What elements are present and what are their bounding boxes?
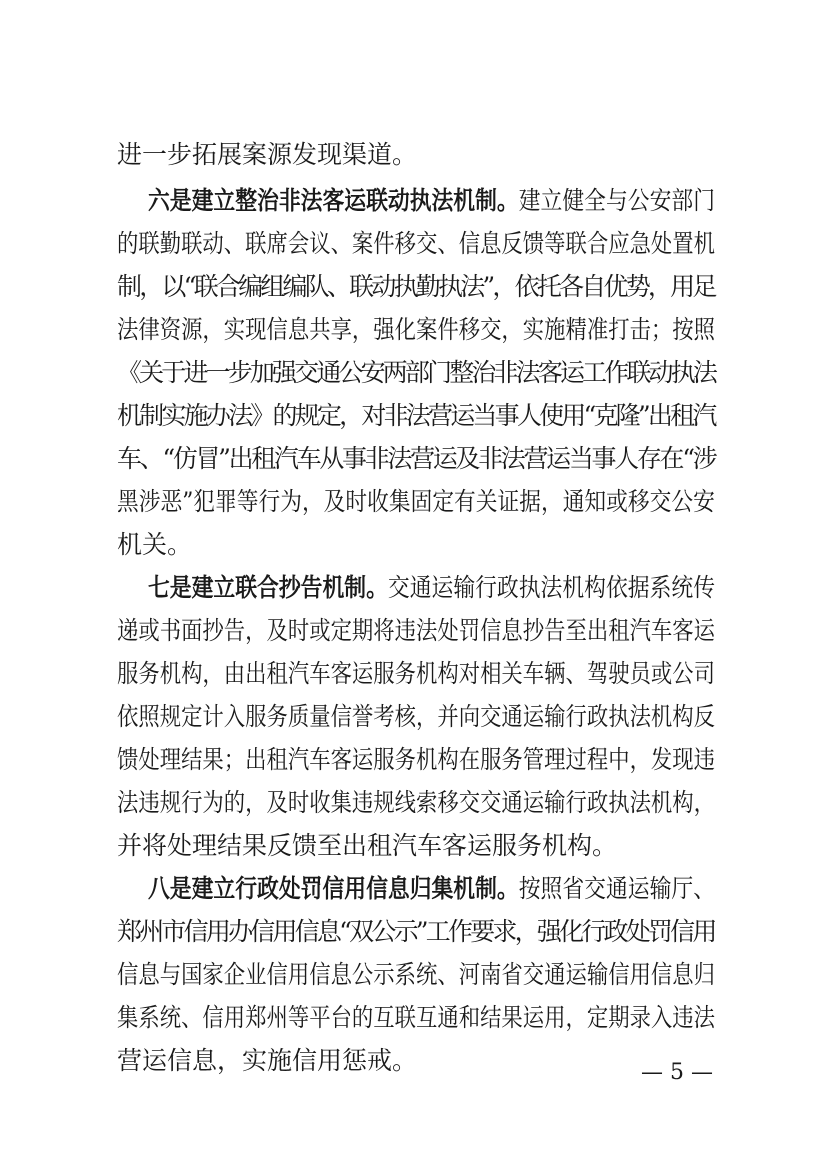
paragraph-6-line-6: 机制实施办法》的规定，对非法营运当事人使用“克隆”出租汽 [117,401,715,430]
paragraph-6-line-4: 法律资源，实现信息共享，强化案件移交，实施精准打击；按照 [117,315,716,344]
paragraph-7-line-1 [148,568,716,608]
paragraph-6-heading: 六是建立整治非法客运联动执法机制。 [148,186,519,215]
paragraph-8-line-1 [148,869,716,909]
paragraph-6-line-5: 《关于进一步加强交通公安两部门整治非法客运工作联动执法 [117,358,716,387]
page-number: — 5 — [641,1060,713,1085]
paragraph-6-line-2: 的联勤联动、联席会议、案件移交、信息反馈等联合应急处置机 [117,229,716,258]
paragraph-8-heading: 八是建立行政处罚信用信息归集机制。 [148,874,519,903]
paragraph-6-line-9: 机关。 [117,530,193,559]
paragraph-8-line-2: 郑州市信用办信用信息“双公示”工作要求，强化行政处罚信用 [117,917,715,946]
paragraph-7-line-7: 并将处理结果反馈至出租汽车客运服务机构。 [117,831,618,860]
paragraph-7-line-1-text: 交通运输行政执法机构依据系统传 [387,573,716,602]
paragraph-6-line-8: 黑涉恶”犯罪等行为，及时收集固定有关证据，通知或移交公安 [117,487,715,516]
paragraph-7-line-4: 依照规定计入服务质量信誉考核，并向交通运输行政执法机构反 [117,702,716,731]
paragraph-8-line-5: 营运信息，实施信用惩戒。 [117,1046,418,1075]
paragraph-8-line-3: 信息与国家企业信用信息公示系统、河南省交通运输信用信息归 [117,960,716,989]
paragraph-7-heading: 七是建立联合抄告机制。 [148,573,388,602]
paragraph-6-line-7: 车、“仿冒”出租汽车从事非法营运及非法营运当事人存在“涉 [117,444,716,473]
paragraph-6-line-1-text: 建立健全与公安部门 [518,186,716,215]
paragraph-8-line-4: 集系统、信用郑州等平台的互联互通和结果运用，定期录入违法 [117,1003,716,1032]
paragraph-7-line-5: 馈处理结果；出租汽车客运服务机构在服务管理过程中，发现违 [117,745,716,774]
paragraph-6-line-3: 制，以“联合编组编队、联动执勤执法”，依托各自优势，用足 [117,272,715,301]
paragraph-8-line-1-text: 按照省交通运输厅、 [518,874,716,903]
paragraph-7-line-2: 递或书面抄告，及时或定期将违法处罚信息抄告至出租汽车客运 [117,616,716,645]
paragraph-7-line-6: 法违规行为的，及时收集违规线索移交交通运输行政执法机构， [117,788,716,817]
paragraph-7-line-3: 服务机构，由出租汽车客运服务机构对相关车辆、驾驶员或公司 [117,659,716,688]
intro-line-1: 进一步拓展案源发现渠道。 [117,140,418,169]
paragraph-6-line-1 [148,181,716,221]
